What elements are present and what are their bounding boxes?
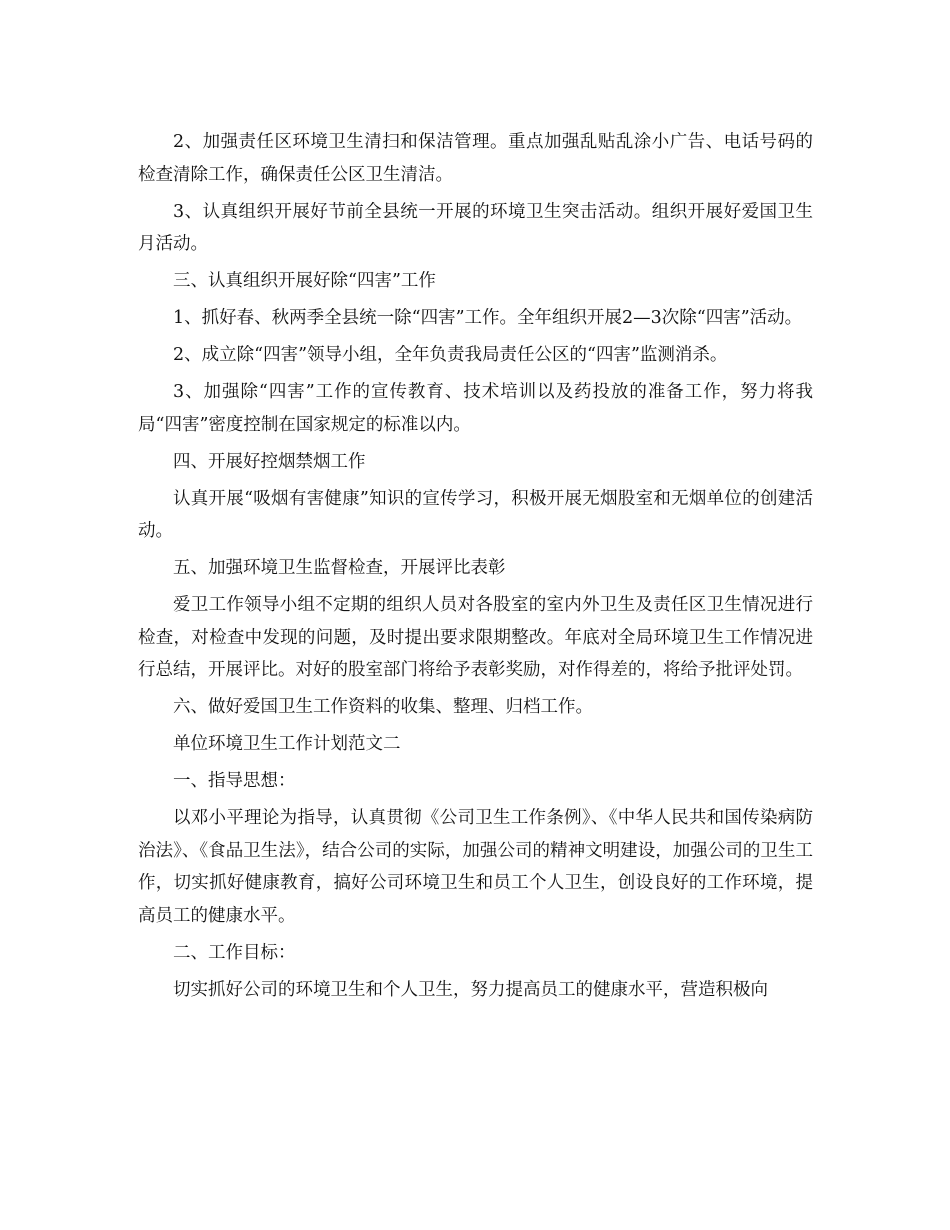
body-paragraph: 切实抓好公司的环境卫生和个人卫生，努力提高员工的健康水平，营造积极向 [173, 979, 768, 1000]
section-heading: 一、指导思想： [173, 771, 296, 791]
section-heading: 六、做好爱国卫生工作资料的收集、整理、归档工作。 [173, 697, 593, 717]
section-heading: 四、开展好控烟禁烟工作 [173, 451, 366, 472]
document-subtitle: 单位环境卫生工作计划范文二 [173, 734, 401, 754]
body-paragraph: 1、抓好春、秋两季全县统一除“四害”工作。全年组织开展2—3次除“四害”活动。 [173, 308, 803, 328]
body-paragraph: 以邓小平理论为指导，认真贯彻《公司卫生工作条例》、《中华人民共和国传染病防治法》、《食品卫生法》，结合公司的实际，加强公司的精神文明建设，加强公司的卫生工作，切实抓好健康教育，搞好公司环境卫生和员工个人卫生，创设良好的工作环境，提高员工的健康水平。 [138, 808, 813, 926]
body-paragraph: 认真开展“吸烟有害健康”知识的宣传学习，积极开展无烟股室和无烟单位的创建活动。 [138, 488, 813, 541]
section-heading: 三、认真组织开展好除“四害”工作 [173, 271, 436, 291]
body-paragraph: 3、加强除“四害”工作的宣传教育、技术培训以及药投放的准备工作，努力将我局“四害”密度控制在国家规定的标准以内。 [138, 382, 813, 435]
section-heading: 二、工作目标： [173, 942, 296, 963]
body-paragraph: 2、成立除“四害”领导小组，全年负责我局责任公区的“四害”监测消杀。 [173, 345, 728, 365]
body-paragraph: 2、加强责任区环境卫生清扫和保洁管理。重点加强乱贴乱涂小广告、电话号码的检查清除工作，确保责任公区卫生清洁。 [138, 132, 813, 185]
body-paragraph: 爱卫工作领导小组不定期的组织人员对各股室的室内外卫生及责任区卫生情况进行检查，对检查中发现的问题，及时提出要求限期整改。年底对全局环境卫生工作情况进行总结，开展评比。对好的股室部门将给予表彰奖励，对作得差的，将给予批评处罚。 [138, 595, 813, 680]
section-heading: 五、加强环境卫生监督检查，开展评比表彰 [173, 558, 506, 578]
document-body [138, 126, 813, 1011]
body-paragraph: 3、认真组织开展好节前全县统一开展的环境卫生突击活动。组织开展好爱国卫生月活动。 [138, 201, 813, 254]
